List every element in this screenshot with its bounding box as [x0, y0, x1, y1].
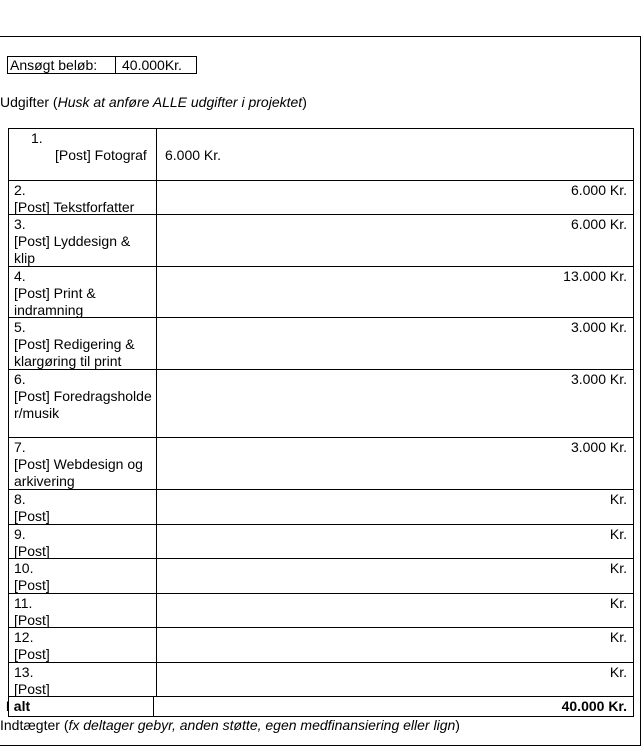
expense-amount[interactable]: 6.000 Kr.	[570, 216, 627, 232]
total-label: I alt	[6, 697, 154, 716]
expense-amount[interactable]: 3.000 Kr.	[570, 439, 627, 455]
expense-row	[9, 214, 633, 266]
expense-row	[9, 662, 633, 696]
expense-amount[interactable]: Kr.	[609, 595, 627, 611]
expense-amount[interactable]: 3.000 Kr.	[570, 371, 627, 387]
expenses-table	[8, 128, 634, 717]
expense-row	[9, 437, 633, 489]
expense-amount[interactable]: 3.000 Kr.	[570, 319, 627, 335]
requested-amount-label: Ansøgt beløb:	[8, 57, 116, 73]
expense-amount[interactable]: Kr.	[609, 491, 627, 507]
total-amount: 40.000 Kr.	[561, 698, 627, 714]
expense-amount[interactable]: Kr.	[609, 560, 627, 576]
expense-row	[9, 489, 633, 524]
expense-row	[9, 558, 633, 593]
expense-row	[9, 317, 633, 369]
expense-item[interactable]: 3. [Post] Lyddesign & klip	[9, 215, 157, 266]
expense-item[interactable]: 10. [Post]	[9, 559, 157, 593]
expense-row	[9, 369, 633, 437]
expense-row	[9, 129, 633, 180]
expense-item[interactable]: 5. [Post] Redigering & klargøring til print	[9, 318, 157, 369]
expenses-heading: Udgifter (Husk at anføre ALLE udgifter i projektet)	[0, 94, 307, 110]
expense-row	[9, 627, 633, 662]
expense-item[interactable]: 2. [Post] Tekstforfatter	[9, 181, 157, 214]
income-heading: Indtægter (fx deltager gebyr, anden støtte, egen medfinansiering eller lign)	[0, 717, 460, 733]
expense-row	[9, 593, 633, 627]
total-row	[6, 696, 633, 716]
expense-item[interactable]: 11. [Post]	[9, 594, 157, 627]
expense-amount[interactable]: Kr.	[609, 629, 627, 645]
expense-item[interactable]: 4. [Post] Print & indramning	[9, 267, 157, 317]
expense-item[interactable]: 7. [Post] Webdesign og arkivering	[9, 438, 157, 489]
expense-amount[interactable]: 6.000 Kr.	[165, 147, 222, 163]
expense-item[interactable]: 13. [Post]	[9, 663, 157, 696]
expense-item[interactable]: 8. [Post]	[9, 490, 157, 524]
expense-item[interactable]: 12. [Post]	[9, 628, 157, 662]
expense-amount[interactable]: Kr.	[609, 526, 627, 542]
expense-row	[9, 180, 633, 214]
expense-row	[9, 524, 633, 558]
expense-item[interactable]: 6. [Post] Foredragsholder/musik	[9, 370, 157, 437]
expense-amount[interactable]: 6.000 Kr.	[570, 182, 627, 198]
expense-item[interactable]: 1. [Post] Fotograf	[9, 129, 157, 180]
expense-amount[interactable]: Kr.	[609, 664, 627, 680]
expense-amount[interactable]: 13.000 Kr.	[563, 268, 627, 284]
expense-row	[9, 266, 633, 317]
requested-amount-box	[7, 56, 197, 74]
requested-amount-value[interactable]: 40.000Kr.	[122, 57, 182, 73]
expense-item[interactable]: 9. [Post]	[9, 525, 157, 558]
